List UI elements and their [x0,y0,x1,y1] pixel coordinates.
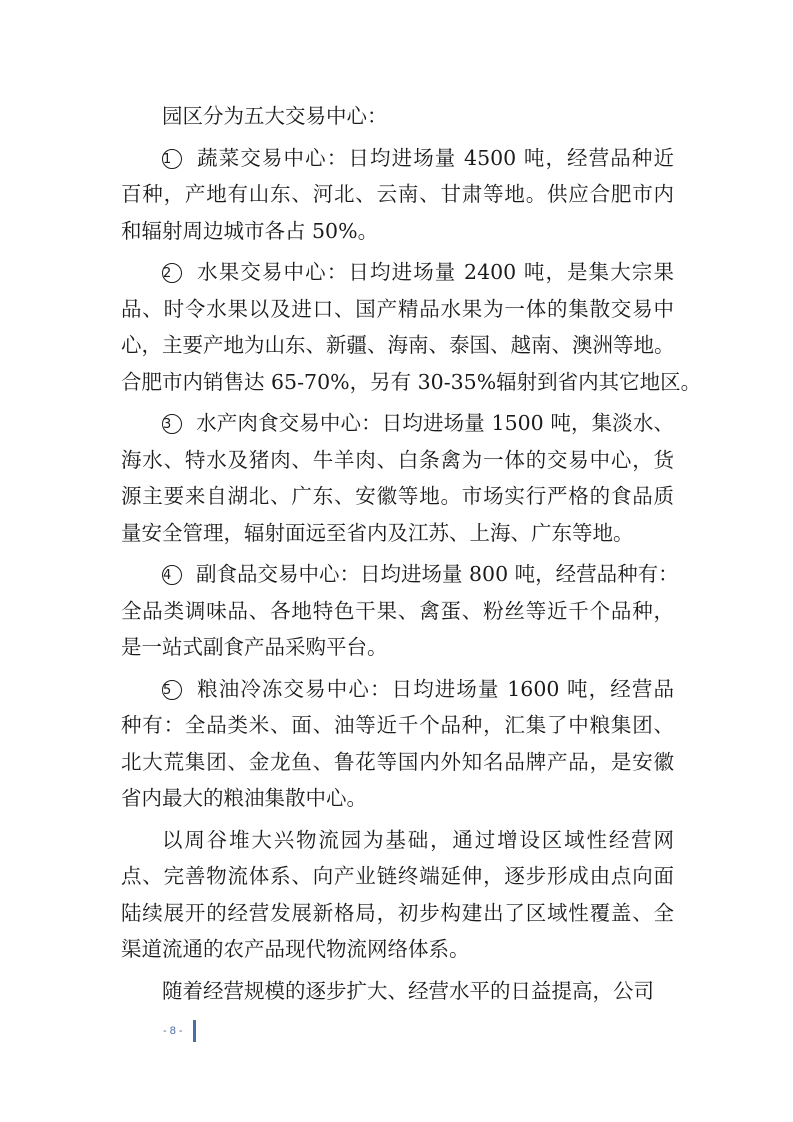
text-line [121,895,674,932]
line-text: 点、完善物流体系、向产业链终端延伸，逐步形成由点向面 [121,864,674,888]
line-text: 水产肉食交易中心：日均进场量 1500 吨，集淡水、 [196,411,674,435]
line-text: 随着经营规模的逐步扩大、经营水平的日益提高，公司 [162,978,654,1003]
line-text: 省内最大的粮油集散中心。 [121,786,367,810]
text-line [121,593,674,630]
line-text: 合肥市内销售达 65-70%，另有 30-35%辐射到省内其它地区。 [121,369,702,394]
line-text: 量安全管理，辐射面远至省内及江苏、上海、广东等地。 [121,520,634,545]
circled-number-marker: 4 [162,565,182,585]
paragraph [121,822,674,968]
text-line [121,671,674,708]
text-line [121,98,674,135]
text-line [121,405,674,442]
text-line [121,176,674,213]
text-line [121,254,674,291]
paragraph [121,140,674,250]
text-line [121,973,674,1010]
circled-number-marker: 2 [162,263,182,283]
text-line [121,780,674,817]
text-line [121,858,674,895]
text-line [121,556,679,593]
line-text: 源主要来自湖北、广东、安徽等地。市场实行严格的食品质 [121,484,674,508]
line-text: 海水、特水及猪肉、牛羊肉、白条禽为一体的交易中心，货 [121,447,674,472]
text-line [121,629,674,666]
line-text: 百种，产地有山东、河北、云南、甘肃等地。供应合肥市内 [121,182,674,206]
text-line [121,931,674,968]
text-line [121,291,674,328]
text-line [121,140,674,177]
text-line [121,478,674,515]
circled-number-marker: 1 [162,149,182,169]
text-line [121,213,674,250]
text-line [121,744,674,781]
line-text: 心，主要产地为山东、新疆、海南、泰国、越南、澳洲等地。 [121,333,675,357]
paragraph [121,254,702,400]
line-text: 是一站式副食产品采购平台。 [121,635,388,659]
footer-bar [193,1020,196,1042]
line-text: 粮油冷冻交易中心：日均进场量 1600 吨，经营品 [196,676,674,701]
text-line [121,442,674,479]
text-line [121,822,674,859]
line-text: 和辐射周边城市各占 50%。 [121,218,379,243]
text-line [121,364,702,401]
text-line [121,707,674,744]
line-text: 种有：全品类米、面、油等近千个品种，汇集了中粮集团、 [121,713,674,737]
line-text: 陆续展开的经营发展新格局，初步构建出了区域性覆盖、全 [121,900,674,925]
page-number: - 8 - [163,1025,183,1037]
circled-number-marker: 3 [162,414,182,434]
paragraph [121,405,674,551]
line-text: 副食品交易中心：日均进场量 800 吨，经营品种有： [196,562,679,586]
paragraph [121,556,679,666]
line-text: 北大荒集团、金龙鱼、鲁花等国内外知名品牌产品，是安徽 [121,749,674,774]
circled-number-marker: 5 [162,680,182,700]
paragraph [121,98,674,135]
line-text: 园区分为五大交易中心： [162,104,388,128]
text-line [121,327,674,364]
line-text: 以周谷堆大兴物流园为基础，通过增设区域性经营网 [162,827,674,852]
paragraph [121,973,674,1010]
line-text: 渠道流通的农产品现代物流网络体系。 [121,937,470,961]
page-footer [163,1020,196,1042]
line-text: 蔬菜交易中心：日均进场量 4500 吨，经营品种近 [196,145,674,170]
line-text: 全品类调味品、各地特色干果、禽蛋、粉丝等近千个品种， [121,598,674,623]
paragraph [121,671,674,817]
line-text: 水果交易中心：日均进场量 2400 吨，是集大宗果 [196,260,674,284]
document-body [121,98,702,1014]
line-text: 品、时令水果以及进口、国产精品水果为一体的集散交易中 [121,296,674,321]
text-line [121,515,674,552]
